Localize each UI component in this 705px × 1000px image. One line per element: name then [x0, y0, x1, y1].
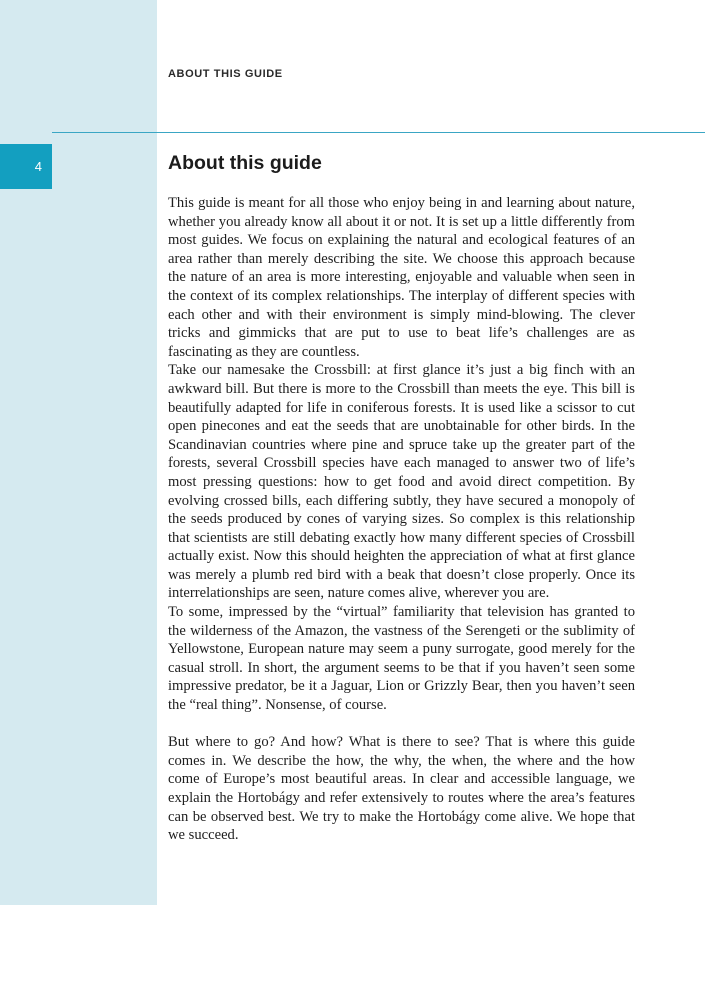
sidebar-band	[0, 0, 157, 905]
paragraph-intro: This guide is meant for all those who enjoy being in and learning about nature, whether you already know all about it or not. It is set up a little differently from most guides. We focus on explaining the natural and ecological features of an area rather than merely describing the site. We choose this approach because the nature of an area is more interesting, enjoyable and valuable when seen in the context of its complex relationships. The interplay of different species with each other and with their environment is simply mind-blowing. The clever tricks and gimmicks that are put to use to beat life’s challenges are as fascinating as they are countless.	[168, 195, 635, 360]
paragraph-crossbill: Take our namesake the Crossbill: at first glance it’s just a big finch with an awkward bill. But there is more to the Crossbill than meets the eye. This bill is beautifully adapted for life in coniferous forests. It is used like a scissor to cut open pinecones and eat the seeds that are unobtainable for other birds. In the Scandinavian countries where pine and spruce take up the greater part of the forests, several Crossbill species have each managed to answer two of life’s most pressing questions: how to get food and avoid direct competition. By evolving crossed bills, each differing subtly, they have secured a monopoly of the seeds produced by cones of varying sizes. So complex is this relationship that scientists are still debating exactly how many different species of Crossbill actually exist. Now this should heighten the appreciation of what at first glance was merely a plumb red bird with a beak that doesn’t close properly. Once its interrelationships are seen, nature comes alive, wherever you are.	[168, 362, 635, 602]
article-body	[168, 194, 635, 845]
header-rule	[52, 132, 705, 133]
paragraph-where-to-go: But where to go? And how? What is there to see? That is where this guide comes in. We describe the how, the why, the when, the where and the how come of Europe’s most beautiful areas. In clear and accessible language, we explain the Hortobágy and refer extensively to routes where the area’s features can be observed best. We try to make the Hortobágy come alive. We hope that we succeed.	[168, 734, 635, 844]
page-title: About this guide	[168, 152, 322, 174]
page-number-tab	[0, 144, 52, 189]
page-number: 4	[34, 159, 42, 174]
running-head: ABOUT THIS GUIDE	[168, 68, 283, 80]
paragraph-virtual-familiarity: To some, impressed by the “virtual” familiarity that television has granted to the wilderness of the Amazon, the vastness of the Serengeti or the sublimity of Yellowstone, European nature may seem a puny surrogate, good merely for the casual stroll. In short, the argument seems to be that if you haven’t seen some impressive predator, be it a Jaguar, Lion or Grizzly Bear, then you haven’t seen the “real thing”. Nonsense, of course.	[168, 604, 635, 714]
